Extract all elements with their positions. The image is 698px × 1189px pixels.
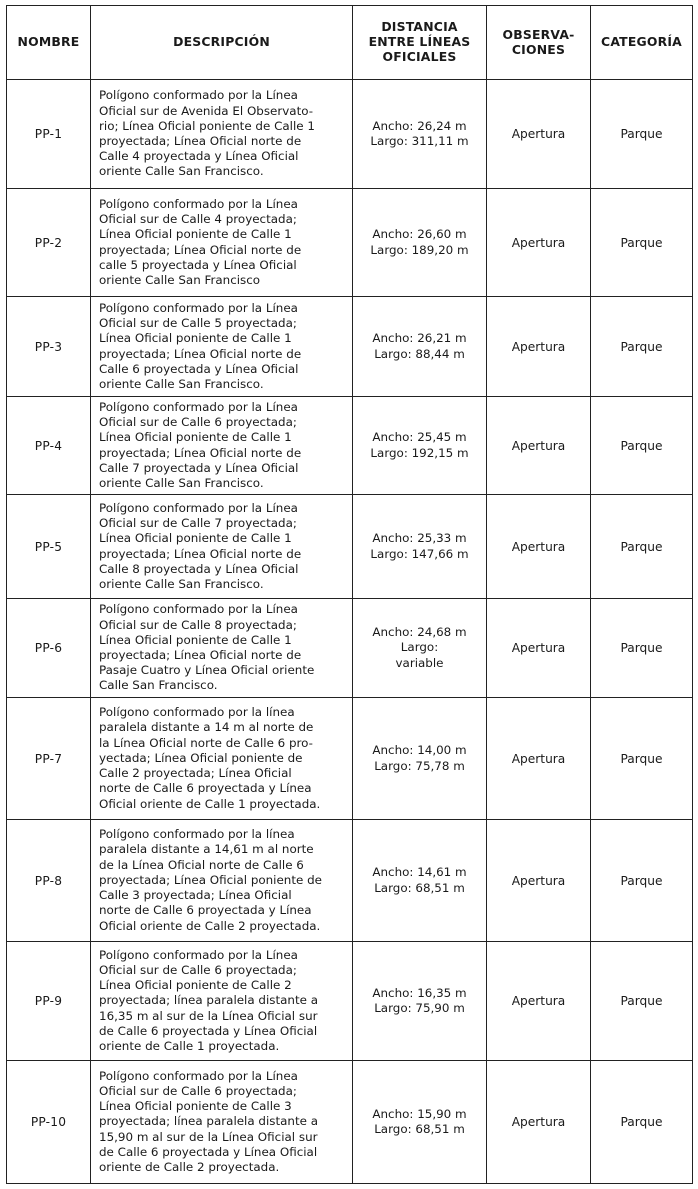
descripcion-line: Línea Oficial poniente de Calle 1 xyxy=(99,227,292,242)
descripcion-line: Línea Oficial poniente de Calle 3 xyxy=(99,1099,292,1114)
distancia-line: Largo: 311,11 m xyxy=(370,134,469,148)
header-descripcion: DESCRIPCIÓN xyxy=(91,6,353,80)
cell-categoria: Parque xyxy=(591,698,693,820)
descripcion-line: Polígono conformado por la línea xyxy=(99,827,295,842)
distancia-line: Largo: 189,20 m xyxy=(370,242,469,257)
cell-categoria: Parque xyxy=(591,495,693,599)
distancia-line: Ancho: 25,33 m xyxy=(372,531,467,546)
cell-observaciones: Apertura xyxy=(487,80,591,189)
distancia-line: Largo: 68,51 m xyxy=(374,1122,465,1136)
descripcion-line: Oficial oriente de Calle 1 proyectada. xyxy=(99,796,321,811)
cell-nombre: PP-8 xyxy=(7,820,91,942)
table-row xyxy=(7,189,693,297)
distancia-line: Largo: 88,44 m xyxy=(374,346,465,361)
descripcion-line: Calle 4 proyectada y Línea Oficial xyxy=(99,149,299,164)
descripcion-line: oriente de Calle 1 proyectada. xyxy=(99,1039,280,1053)
cell-descripcion xyxy=(91,297,353,397)
descripcion-line: de la Línea Oficial norte de Calle 6 xyxy=(99,857,304,872)
descripcion-line: Calle 7 proyectada y Línea Oficial xyxy=(99,460,299,475)
header-observaciones-line: OBSERVA- xyxy=(502,26,575,42)
cell-nombre: PP-10 xyxy=(7,1061,91,1184)
cell-observaciones: Apertura xyxy=(487,599,591,698)
table-row xyxy=(7,80,693,189)
descripcion-line: proyectada; Línea Oficial norte de xyxy=(99,134,302,148)
cell-categoria: Parque xyxy=(591,820,693,942)
header-distancia-line: OFICIALES xyxy=(382,48,457,64)
cell-nombre: PP-1 xyxy=(7,80,91,189)
descripcion-line: Oficial sur de Calle 6 proyectada; xyxy=(99,962,297,977)
descripcion-line: proyectada; Línea Oficial norte de xyxy=(99,648,302,662)
distancia-line: Ancho: 25,45 m xyxy=(372,430,467,445)
cell-distancia xyxy=(353,599,487,698)
descripcion-line: paralela distante a 14,61 m al norte xyxy=(99,842,314,857)
distancia-line: Largo: 192,15 m xyxy=(370,445,469,460)
descripcion-line: proyectada; Línea Oficial poniente de xyxy=(99,872,322,887)
table-row xyxy=(7,820,693,942)
table-row xyxy=(7,698,693,820)
cell-observaciones: Apertura xyxy=(487,1061,591,1184)
cell-distancia xyxy=(353,1061,487,1184)
descripcion-line: norte de Calle 6 proyectada y Línea xyxy=(99,903,312,918)
descripcion-line: oriente Calle San Francisco. xyxy=(99,164,264,179)
descripcion-line: Polígono conformado por la Línea xyxy=(99,500,298,515)
cell-distancia xyxy=(353,942,487,1061)
descripcion-line: de Calle 6 proyectada y Línea Oficial xyxy=(99,1144,318,1159)
descripcion-line: proyectada; Línea Oficial norte de xyxy=(99,445,302,460)
distancia-line: Largo: 75,78 m xyxy=(374,758,465,773)
cell-nombre: PP-5 xyxy=(7,495,91,599)
descripcion-line: oriente de Calle 2 proyectada. xyxy=(99,1160,280,1174)
header-row xyxy=(7,6,693,80)
cell-categoria: Parque xyxy=(591,189,693,297)
descripcion-line: Oficial oriente de Calle 2 proyectada. xyxy=(99,918,321,933)
descripcion-line: Línea Oficial poniente de Calle 1 xyxy=(99,430,292,445)
descripcion-line: 15,90 m al sur de la Línea Oficial sur xyxy=(99,1129,318,1144)
cell-categoria: Parque xyxy=(591,599,693,698)
descripcion-line: proyectada; línea paralela distante a xyxy=(99,993,319,1008)
cell-distancia xyxy=(353,189,487,297)
descripcion-line: oriente Calle San Francisco. xyxy=(99,475,264,490)
descripcion-line: Calle 3 proyectada; Línea Oficial xyxy=(99,888,292,903)
distancia-line: Largo: 68,51 m xyxy=(374,880,465,895)
descripcion-line: Línea Oficial poniente de Calle 1 xyxy=(99,531,292,546)
descripcion-line: norte de Calle 6 proyectada y Línea xyxy=(99,781,312,796)
distancia-line: Largo: 147,66 m xyxy=(370,546,469,561)
cell-descripcion xyxy=(91,820,353,942)
cell-descripcion xyxy=(91,698,353,820)
descripcion-line: paralela distante a 14 m al norte de xyxy=(99,720,314,735)
descripcion-line: Calle 2 proyectada; Línea Oficial xyxy=(99,766,292,781)
header-nombre: NOMBRE xyxy=(7,6,91,80)
cell-distancia xyxy=(353,820,487,942)
descripcion-line: Línea Oficial poniente de Calle 1 xyxy=(99,331,292,346)
cell-categoria: Parque xyxy=(591,80,693,189)
descripcion-line: Polígono conformado por la Línea xyxy=(99,1068,298,1083)
descripcion-line: yectada; Línea Oficial poniente de xyxy=(99,750,303,765)
cell-distancia xyxy=(353,397,487,495)
distancia-line: Ancho: 15,90 m xyxy=(372,1106,467,1121)
cell-descripcion xyxy=(91,80,353,189)
descripcion-line: Polígono conformado por la Línea xyxy=(99,300,298,315)
cell-descripcion xyxy=(91,599,353,698)
descripcion-line: oriente Calle San Francisco xyxy=(99,272,261,287)
descripcion-line: Calle San Francisco. xyxy=(99,678,218,693)
distancia-line: Ancho: 24,68 m xyxy=(372,625,467,640)
cell-categoria: Parque xyxy=(591,1061,693,1184)
table-row xyxy=(7,397,693,495)
header-distancia-line: DISTANCIA xyxy=(381,19,458,35)
parks-table xyxy=(6,5,693,1184)
header-observaciones-line: CIONES xyxy=(511,41,566,57)
distancia-line: Ancho: 26,24 m xyxy=(372,118,467,133)
descripcion-line: oriente Calle San Francisco. xyxy=(99,376,264,391)
table-row xyxy=(7,599,693,698)
cell-observaciones: Apertura xyxy=(487,189,591,297)
cell-observaciones: Apertura xyxy=(487,820,591,942)
table-body xyxy=(7,80,693,1184)
table-row xyxy=(7,297,693,397)
cell-distancia xyxy=(353,80,487,189)
descripcion-line: Polígono conformado por la línea xyxy=(99,705,295,720)
descripcion-line: Polígono conformado por la Línea xyxy=(99,399,298,414)
cell-nombre: PP-4 xyxy=(7,397,91,495)
descripcion-line: Oficial sur de Calle 8 proyectada; xyxy=(99,617,297,632)
cell-nombre: PP-3 xyxy=(7,297,91,397)
table-row xyxy=(7,1061,693,1184)
cell-descripcion xyxy=(91,397,353,495)
descripcion-line: rio; Línea Oficial poniente de Calle 1 xyxy=(99,118,315,133)
header-categoria: CATEGORÍA xyxy=(591,6,693,80)
descripcion-line: la Línea Oficial norte de Calle 6 pro- xyxy=(99,735,313,750)
descripcion-line: proyectada; Línea Oficial norte de xyxy=(99,242,302,257)
cell-descripcion xyxy=(91,942,353,1061)
descripcion-line: Oficial sur de Calle 4 proyectada; xyxy=(99,212,297,227)
cell-observaciones: Apertura xyxy=(487,698,591,820)
cell-descripcion xyxy=(91,1061,353,1184)
descripcion-line: Línea Oficial poniente de Calle 2 xyxy=(99,978,292,993)
descripcion-line: Línea Oficial poniente de Calle 1 xyxy=(99,632,292,647)
header-observaciones xyxy=(487,6,591,80)
descripcion-line: proyectada; Línea Oficial norte de xyxy=(99,546,302,561)
distancia-line: variable xyxy=(395,655,444,670)
distancia-line: Ancho: 14,00 m xyxy=(372,743,467,758)
cell-distancia xyxy=(353,297,487,397)
distancia-line: Ancho: 26,21 m xyxy=(372,331,467,346)
distancia-line: Largo: xyxy=(400,640,439,655)
descripcion-line: Calle 8 proyectada y Línea Oficial xyxy=(99,561,299,576)
cell-categoria: Parque xyxy=(591,297,693,397)
descripcion-line: calle 5 proyectada y Línea Oficial xyxy=(99,257,297,272)
cell-distancia xyxy=(353,698,487,820)
descripcion-line: proyectada; Línea Oficial norte de xyxy=(99,346,302,361)
cell-observaciones: Apertura xyxy=(487,942,591,1061)
cell-observaciones: Apertura xyxy=(487,495,591,599)
cell-nombre: PP-6 xyxy=(7,599,91,698)
cell-categoria: Parque xyxy=(591,942,693,1061)
descripcion-line: Oficial sur de Avenida El Observato- xyxy=(99,103,314,118)
cell-descripcion xyxy=(91,495,353,599)
descripcion-line: de Calle 6 proyectada y Línea Oficial xyxy=(99,1023,318,1038)
cell-nombre: PP-9 xyxy=(7,942,91,1061)
distancia-line: Largo: 75,90 m xyxy=(374,1001,465,1015)
descripcion-line: 16,35 m al sur de la Línea Oficial sur xyxy=(99,1008,318,1023)
cell-nombre: PP-2 xyxy=(7,189,91,297)
cell-descripcion xyxy=(91,189,353,297)
distancia-line: Ancho: 16,35 m xyxy=(372,985,467,1000)
descripcion-line: Oficial sur de Calle 7 proyectada; xyxy=(99,516,297,531)
header-distancia-line: ENTRE LÍNEAS xyxy=(368,34,471,50)
cell-distancia xyxy=(353,495,487,599)
table-row xyxy=(7,495,693,599)
descripcion-line: Polígono conformado por la Línea xyxy=(99,602,298,617)
descripcion-line: proyectada; línea paralela distante a xyxy=(99,1114,319,1129)
descripcion-line: Polígono conformado por la Línea xyxy=(99,196,298,211)
descripcion-line: Calle 6 proyectada y Línea Oficial xyxy=(99,361,299,376)
cell-observaciones: Apertura xyxy=(487,397,591,495)
descripcion-line: Polígono conformado por la Línea xyxy=(99,947,298,962)
descripcion-line: Pasaje Cuatro y Línea Oficial oriente xyxy=(99,663,315,678)
descripcion-line: Oficial sur de Calle 6 proyectada; xyxy=(99,415,297,430)
descripcion-line: Oficial sur de Calle 6 proyectada; xyxy=(99,1083,297,1098)
table-row xyxy=(7,942,693,1061)
descripcion-line: Oficial sur de Calle 5 proyectada; xyxy=(99,316,297,331)
distancia-line: Ancho: 14,61 m xyxy=(372,865,467,880)
header-distancia xyxy=(353,6,487,80)
descripcion-line: Polígono conformado por la Línea xyxy=(99,88,298,103)
cell-observaciones: Apertura xyxy=(487,297,591,397)
cell-nombre: PP-7 xyxy=(7,698,91,820)
descripcion-line: oriente Calle San Francisco. xyxy=(99,576,264,591)
distancia-line: Ancho: 26,60 m xyxy=(372,227,467,242)
cell-categoria: Parque xyxy=(591,397,693,495)
